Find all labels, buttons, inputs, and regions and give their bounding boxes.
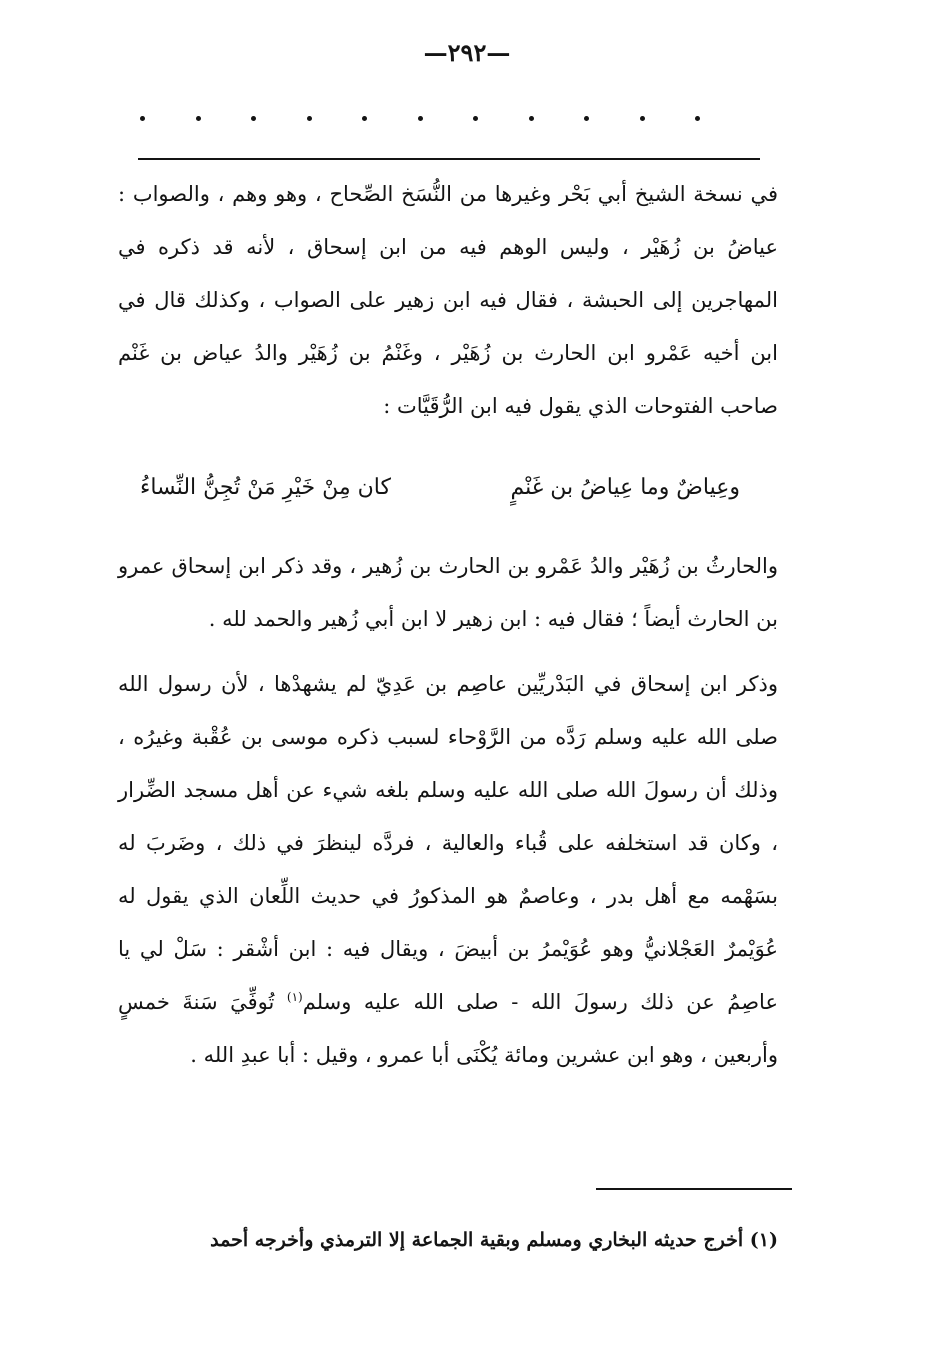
paragraph-1: في نسخة الشيخ أبي بَحْر وغيرها من النُّسَخ الصِّحاح ، وهو وهم ، والصواب : عياضُ بن زُهَيْر ، وليس الوهم فيه من ابن إسحاق ، لأنه قد ذكره في المهاجرين إلى الحبشة ، فقال فيه ابن زهير على الصواب ، وكذلك قال في ابن أخيه عَمْرو ابن الحارث بن زُهَيْر ، وغَنْمُ بن زُهَيْر والدُ عياض بن غَنْم صاحب الفتوحات الذي يقول فيه ابن الرُّقَيَّات :	[118, 182, 778, 418]
ornament-dot	[251, 116, 256, 121]
poetry-verse	[140, 462, 740, 512]
ornament-dot	[196, 116, 201, 121]
ornament-dots	[140, 116, 700, 121]
paragraph-3-text-end: تُوفِّيَ سَنةَ خمسٍ وأربعين ، وهو ابن عشرين ومائة يُكْنَى أبا عمرو ، وقيل : أبا عبدِ الله .	[118, 990, 778, 1067]
ornament-dot	[362, 116, 367, 121]
ornament-dot	[473, 116, 478, 121]
ornament-dot	[640, 116, 645, 121]
paragraph-3-text: وذكر ابن إسحاق في البَدْريِّين عاصِم بن عَدِيّ لم يشهدْها ، لأن رسول الله صلى الله عليه وسلم رَدَّه من الرَّوْحاء لسبب ذكره موسى بن عُقْبة وغيرُه ، وذلك أن رسولَ الله صلى الله عليه وسلم بلغه شيء عن أهل مسجد الضِّرار ، وكان قد استخلفه على قُباء والعالية ، فردَّه لينظرَ في ذلك ، وضَربَ له بسَهْمه مع أهل بدر ، وعاصمٌ هو المذكورُ في حديث اللِّعان الذي يقول له عُوَيْمرٌ العَجْلانيُّ وهو عُوَيْمرُ بن أبيضَ ، ويقال فيه : ابن أشْقر : سَلْ لي يا عاصِمُ عن ذلك رسولَ الله - صلى الله عليه وسلم	[118, 672, 778, 1014]
ornament-dot	[529, 116, 534, 121]
footnote: (١) أخرج حديثه البخاري ومسلم وبقية الجماعة إلا الترمذي وأخرجه أحمد	[210, 1229, 778, 1251]
ornament-dot	[140, 116, 145, 121]
footnote-rule	[596, 1188, 792, 1190]
ornament-dot	[584, 116, 589, 121]
verse-hemistich-1: وعِياضٌ وما عِياضُ بن غَنْمٍ	[510, 474, 740, 500]
footnote-reference: (١)	[286, 990, 303, 1004]
verse-hemistich-2: كان مِنْ خَيْرِ مَنْ تُجِنُّ النِّساءُ	[140, 474, 391, 500]
paragraph-3	[118, 658, 778, 1082]
page-number: —٢٩٢—	[423, 38, 511, 67]
header-rule	[138, 158, 760, 160]
ornament-dot	[418, 116, 423, 121]
ornament-dot	[695, 116, 700, 121]
ornament-dot	[307, 116, 312, 121]
paragraph-2: والحارثُ بن زُهَيْر والدُ عَمْرو بن الحارث بن زُهير ، وقد ذكر ابن إسحاق عمرو بن الحارث أيضاً ؛ فقال فيه : ابن زهير لا ابن أبي زُهير والحمد لله .	[118, 554, 778, 631]
